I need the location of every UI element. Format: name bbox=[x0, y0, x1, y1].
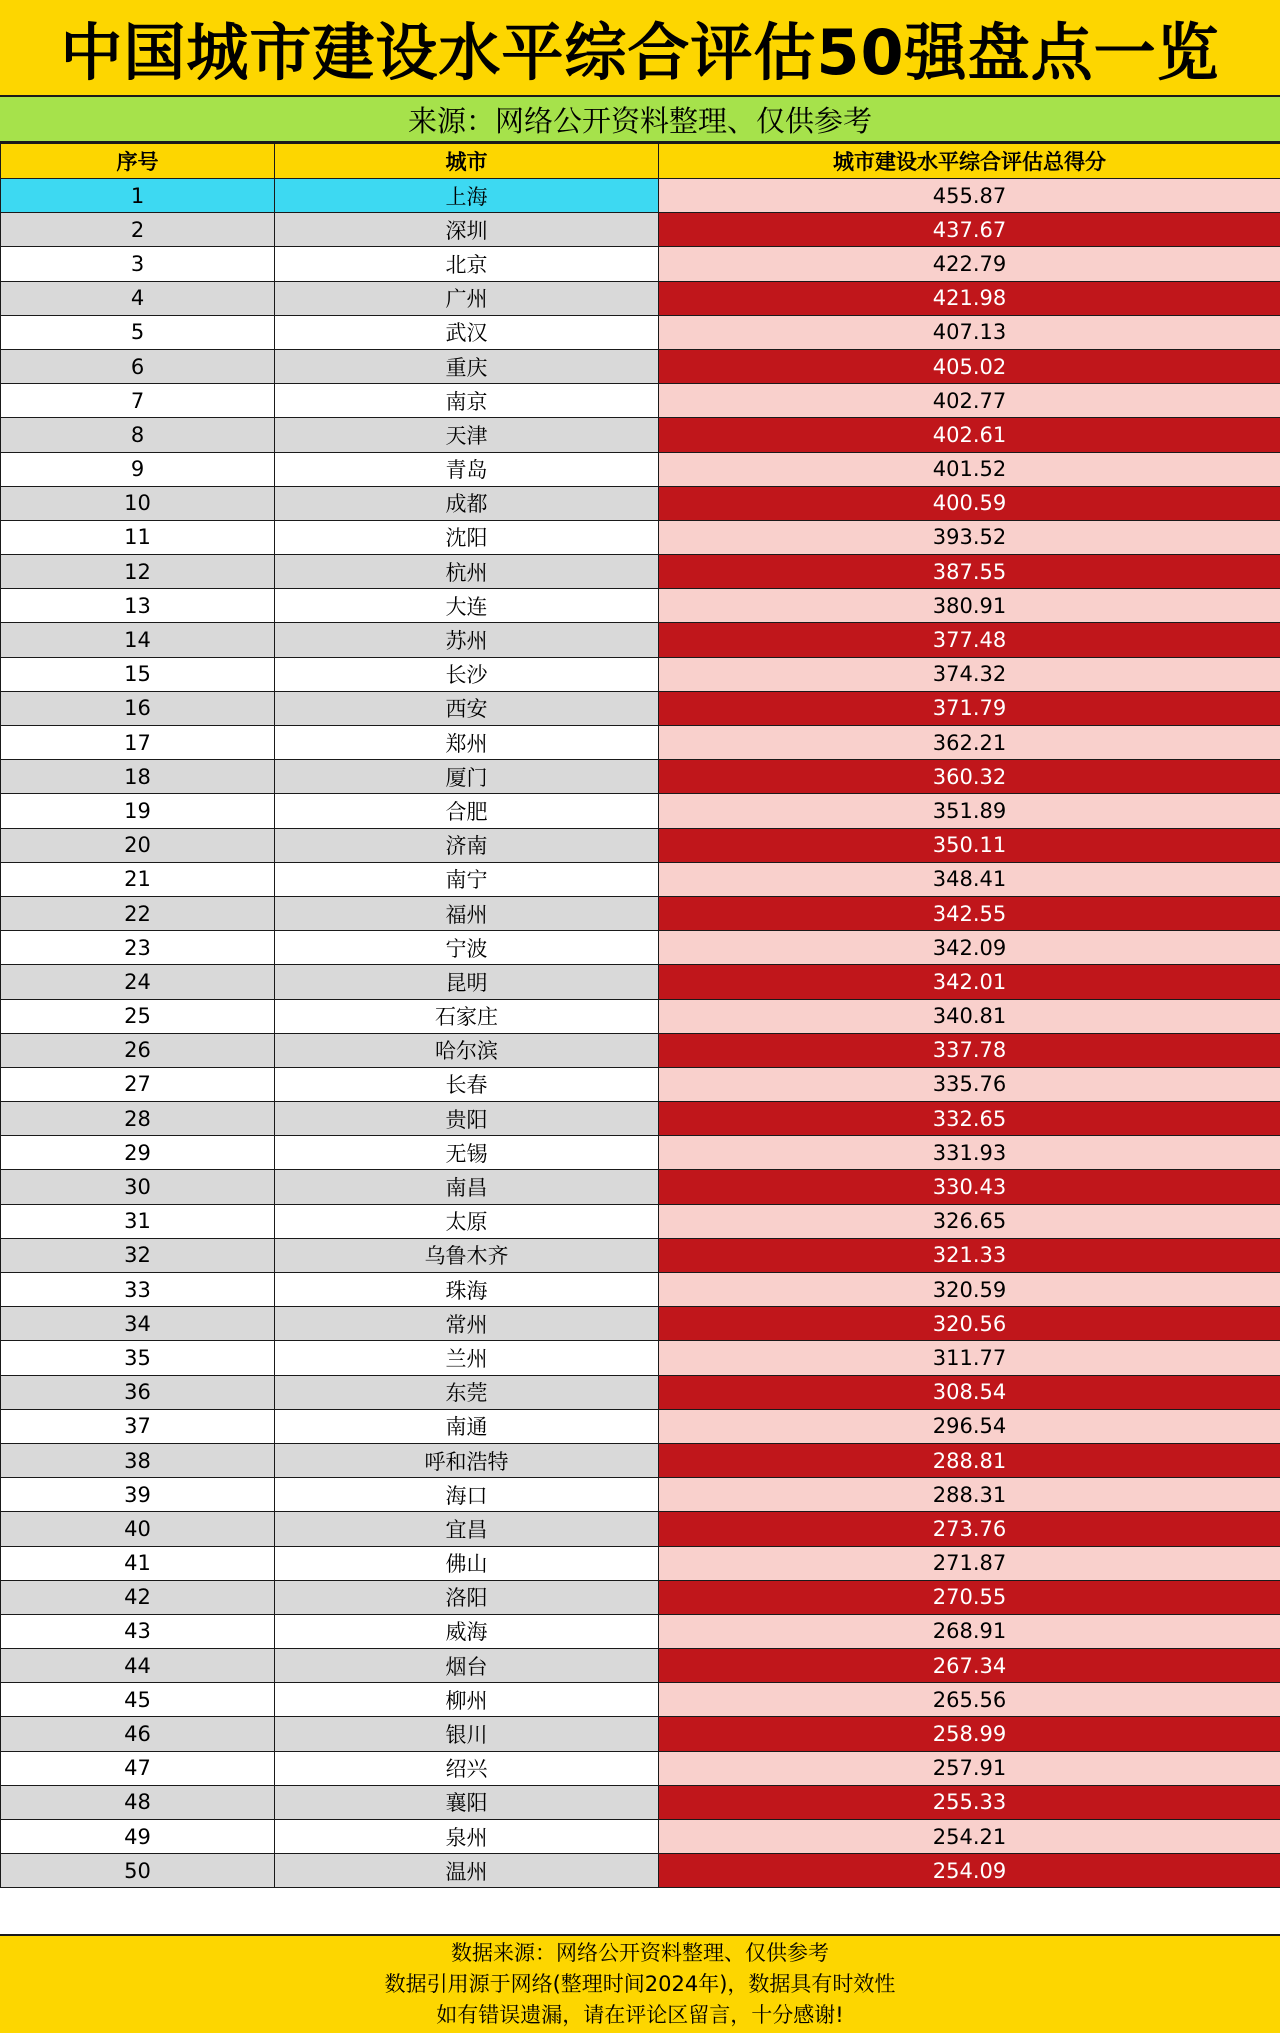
city-cell: 东莞 bbox=[275, 1375, 659, 1409]
score-cell: 405.02 bbox=[659, 349, 1280, 383]
rank-cell: 30 bbox=[1, 1170, 275, 1204]
city-cell: 北京 bbox=[275, 247, 659, 281]
rank-cell: 16 bbox=[1, 691, 275, 725]
city-cell: 佛山 bbox=[275, 1546, 659, 1580]
table-row bbox=[1, 896, 1280, 930]
score-cell: 330.43 bbox=[659, 1170, 1280, 1204]
score-cell: 351.89 bbox=[659, 794, 1280, 828]
rank-cell: 36 bbox=[1, 1375, 275, 1409]
city-cell: 济南 bbox=[275, 828, 659, 862]
rank-cell: 22 bbox=[1, 896, 275, 930]
city-cell: 武汉 bbox=[275, 315, 659, 349]
footer-line-2: 数据引用源于网络(整理时间2024年)，数据具有时效性 bbox=[384, 1972, 896, 1996]
score-cell: 342.55 bbox=[659, 896, 1280, 930]
score-cell: 387.55 bbox=[659, 555, 1280, 589]
city-cell: 深圳 bbox=[275, 213, 659, 247]
score-cell: 455.87 bbox=[659, 179, 1280, 213]
city-cell: 宁波 bbox=[275, 931, 659, 965]
footer-line-1: 数据来源：网络公开资料整理、仅供参考 bbox=[451, 1941, 829, 1965]
score-cell: 288.31 bbox=[659, 1478, 1280, 1512]
rank-cell: 46 bbox=[1, 1717, 275, 1751]
table-row bbox=[1, 726, 1280, 760]
table-row bbox=[1, 760, 1280, 794]
score-cell: 271.87 bbox=[659, 1546, 1280, 1580]
rank-cell: 3 bbox=[1, 247, 275, 281]
city-cell: 广州 bbox=[275, 281, 659, 315]
city-cell: 无锡 bbox=[275, 1136, 659, 1170]
score-cell: 332.65 bbox=[659, 1102, 1280, 1136]
table-row bbox=[1, 589, 1280, 623]
table-row bbox=[1, 281, 1280, 315]
rank-cell: 12 bbox=[1, 555, 275, 589]
table-row bbox=[1, 1307, 1280, 1341]
rank-cell: 21 bbox=[1, 862, 275, 896]
table-row bbox=[1, 179, 1280, 213]
city-cell: 厦门 bbox=[275, 760, 659, 794]
rank-cell: 42 bbox=[1, 1580, 275, 1614]
rank-cell: 23 bbox=[1, 931, 275, 965]
rank-cell: 17 bbox=[1, 726, 275, 760]
rank-cell: 7 bbox=[1, 384, 275, 418]
rank-cell: 6 bbox=[1, 349, 275, 383]
rank-cell: 32 bbox=[1, 1238, 275, 1272]
score-cell: 320.59 bbox=[659, 1273, 1280, 1307]
table-row bbox=[1, 1478, 1280, 1512]
score-cell: 270.55 bbox=[659, 1580, 1280, 1614]
table-header-row bbox=[1, 144, 1280, 179]
city-cell: 沈阳 bbox=[275, 520, 659, 554]
rank-cell: 38 bbox=[1, 1443, 275, 1477]
rank-cell: 40 bbox=[1, 1512, 275, 1546]
score-cell: 288.81 bbox=[659, 1443, 1280, 1477]
header-city: 城市 bbox=[275, 144, 659, 179]
table-row bbox=[1, 418, 1280, 452]
table-row bbox=[1, 1067, 1280, 1101]
table-row bbox=[1, 349, 1280, 383]
table-row bbox=[1, 1512, 1280, 1546]
city-cell: 长沙 bbox=[275, 657, 659, 691]
score-cell: 255.33 bbox=[659, 1785, 1280, 1819]
score-cell: 265.56 bbox=[659, 1683, 1280, 1717]
city-cell: 威海 bbox=[275, 1614, 659, 1648]
table-row bbox=[1, 1614, 1280, 1648]
score-cell: 402.77 bbox=[659, 384, 1280, 418]
table-row bbox=[1, 965, 1280, 999]
table-row bbox=[1, 657, 1280, 691]
table-row bbox=[1, 1375, 1280, 1409]
header-score: 城市建设水平综合评估总得分 bbox=[659, 144, 1280, 179]
score-cell: 335.76 bbox=[659, 1067, 1280, 1101]
table-row bbox=[1, 1649, 1280, 1683]
rank-cell: 34 bbox=[1, 1307, 275, 1341]
city-cell: 大连 bbox=[275, 589, 659, 623]
score-cell: 401.52 bbox=[659, 452, 1280, 486]
city-cell: 洛阳 bbox=[275, 1580, 659, 1614]
score-cell: 340.81 bbox=[659, 999, 1280, 1033]
score-cell: 254.09 bbox=[659, 1854, 1280, 1888]
header-rank: 序号 bbox=[1, 144, 275, 179]
rank-cell: 39 bbox=[1, 1478, 275, 1512]
table-row bbox=[1, 1546, 1280, 1580]
table-body bbox=[1, 179, 1280, 1888]
rank-cell: 9 bbox=[1, 452, 275, 486]
city-cell: 宜昌 bbox=[275, 1512, 659, 1546]
rank-cell: 11 bbox=[1, 520, 275, 554]
table-row bbox=[1, 1443, 1280, 1477]
rank-cell: 41 bbox=[1, 1546, 275, 1580]
city-cell: 贵阳 bbox=[275, 1102, 659, 1136]
table-row bbox=[1, 828, 1280, 862]
city-cell: 常州 bbox=[275, 1307, 659, 1341]
ranking-table bbox=[0, 143, 1280, 1888]
score-cell: 326.65 bbox=[659, 1204, 1280, 1238]
rank-cell: 24 bbox=[1, 965, 275, 999]
score-cell: 437.67 bbox=[659, 213, 1280, 247]
city-cell: 哈尔滨 bbox=[275, 1033, 659, 1067]
rank-cell: 35 bbox=[1, 1341, 275, 1375]
rank-cell: 4 bbox=[1, 281, 275, 315]
score-cell: 258.99 bbox=[659, 1717, 1280, 1751]
score-cell: 296.54 bbox=[659, 1409, 1280, 1443]
score-cell: 362.21 bbox=[659, 726, 1280, 760]
city-cell: 海口 bbox=[275, 1478, 659, 1512]
rank-cell: 43 bbox=[1, 1614, 275, 1648]
table-row bbox=[1, 1170, 1280, 1204]
score-cell: 254.21 bbox=[659, 1820, 1280, 1854]
city-cell: 成都 bbox=[275, 486, 659, 520]
table-row bbox=[1, 247, 1280, 281]
city-cell: 青岛 bbox=[275, 452, 659, 486]
score-cell: 331.93 bbox=[659, 1136, 1280, 1170]
table-row bbox=[1, 1341, 1280, 1375]
table-row bbox=[1, 623, 1280, 657]
rank-cell: 45 bbox=[1, 1683, 275, 1717]
table-row bbox=[1, 1751, 1280, 1785]
score-cell: 350.11 bbox=[659, 828, 1280, 862]
city-cell: 乌鲁木齐 bbox=[275, 1238, 659, 1272]
score-cell: 308.54 bbox=[659, 1375, 1280, 1409]
table-row bbox=[1, 1683, 1280, 1717]
score-cell: 257.91 bbox=[659, 1751, 1280, 1785]
rank-cell: 14 bbox=[1, 623, 275, 657]
rank-cell: 20 bbox=[1, 828, 275, 862]
footer bbox=[0, 1934, 1280, 2033]
table-row bbox=[1, 1102, 1280, 1136]
city-cell: 重庆 bbox=[275, 349, 659, 383]
table-row bbox=[1, 1409, 1280, 1443]
city-cell: 苏州 bbox=[275, 623, 659, 657]
city-cell: 石家庄 bbox=[275, 999, 659, 1033]
table-row bbox=[1, 931, 1280, 965]
table-row bbox=[1, 1854, 1280, 1888]
table-row bbox=[1, 384, 1280, 418]
city-cell: 襄阳 bbox=[275, 1785, 659, 1819]
score-cell: 337.78 bbox=[659, 1033, 1280, 1067]
rank-cell: 25 bbox=[1, 999, 275, 1033]
rank-cell: 8 bbox=[1, 418, 275, 452]
score-cell: 321.33 bbox=[659, 1238, 1280, 1272]
score-cell: 422.79 bbox=[659, 247, 1280, 281]
score-cell: 402.61 bbox=[659, 418, 1280, 452]
city-cell: 上海 bbox=[275, 179, 659, 213]
score-cell: 400.59 bbox=[659, 486, 1280, 520]
city-cell: 天津 bbox=[275, 418, 659, 452]
page-title: 中国城市建设水平综合评估50强盘点一览 bbox=[0, 0, 1280, 97]
score-cell: 407.13 bbox=[659, 315, 1280, 349]
rank-cell: 50 bbox=[1, 1854, 275, 1888]
rank-cell: 26 bbox=[1, 1033, 275, 1067]
city-cell: 烟台 bbox=[275, 1649, 659, 1683]
rank-cell: 18 bbox=[1, 760, 275, 794]
rank-cell: 37 bbox=[1, 1409, 275, 1443]
table-row bbox=[1, 1238, 1280, 1272]
rank-cell: 5 bbox=[1, 315, 275, 349]
city-cell: 杭州 bbox=[275, 555, 659, 589]
table-row bbox=[1, 1785, 1280, 1819]
table-row bbox=[1, 1273, 1280, 1307]
table-row bbox=[1, 862, 1280, 896]
table-row bbox=[1, 1136, 1280, 1170]
table-row bbox=[1, 486, 1280, 520]
city-cell: 南昌 bbox=[275, 1170, 659, 1204]
rank-cell: 31 bbox=[1, 1204, 275, 1238]
table-row bbox=[1, 555, 1280, 589]
table-row bbox=[1, 1717, 1280, 1751]
table-row bbox=[1, 691, 1280, 725]
table-row bbox=[1, 1033, 1280, 1067]
rank-cell: 49 bbox=[1, 1820, 275, 1854]
score-cell: 342.09 bbox=[659, 931, 1280, 965]
score-cell: 342.01 bbox=[659, 965, 1280, 999]
rank-cell: 28 bbox=[1, 1102, 275, 1136]
rank-cell: 44 bbox=[1, 1649, 275, 1683]
score-cell: 377.48 bbox=[659, 623, 1280, 657]
rank-cell: 27 bbox=[1, 1067, 275, 1101]
rank-cell: 2 bbox=[1, 213, 275, 247]
city-cell: 银川 bbox=[275, 1717, 659, 1751]
rank-cell: 15 bbox=[1, 657, 275, 691]
rank-cell: 47 bbox=[1, 1751, 275, 1785]
score-cell: 393.52 bbox=[659, 520, 1280, 554]
city-cell: 合肥 bbox=[275, 794, 659, 828]
table-row bbox=[1, 452, 1280, 486]
city-cell: 呼和浩特 bbox=[275, 1443, 659, 1477]
score-cell: 311.77 bbox=[659, 1341, 1280, 1375]
table-row bbox=[1, 1580, 1280, 1614]
rank-cell: 13 bbox=[1, 589, 275, 623]
city-cell: 南通 bbox=[275, 1409, 659, 1443]
rank-cell: 1 bbox=[1, 179, 275, 213]
score-cell: 371.79 bbox=[659, 691, 1280, 725]
table-row bbox=[1, 1820, 1280, 1854]
city-cell: 温州 bbox=[275, 1854, 659, 1888]
city-cell: 兰州 bbox=[275, 1341, 659, 1375]
rank-cell: 33 bbox=[1, 1273, 275, 1307]
city-cell: 柳州 bbox=[275, 1683, 659, 1717]
table-row bbox=[1, 315, 1280, 349]
score-cell: 320.56 bbox=[659, 1307, 1280, 1341]
score-cell: 348.41 bbox=[659, 862, 1280, 896]
city-cell: 珠海 bbox=[275, 1273, 659, 1307]
score-cell: 360.32 bbox=[659, 760, 1280, 794]
source-banner: 来源：网络公开资料整理、仅供参考 bbox=[0, 97, 1280, 143]
city-cell: 郑州 bbox=[275, 726, 659, 760]
city-cell: 西安 bbox=[275, 691, 659, 725]
score-cell: 421.98 bbox=[659, 281, 1280, 315]
city-cell: 南京 bbox=[275, 384, 659, 418]
score-cell: 268.91 bbox=[659, 1614, 1280, 1648]
city-cell: 太原 bbox=[275, 1204, 659, 1238]
score-cell: 273.76 bbox=[659, 1512, 1280, 1546]
score-cell: 267.34 bbox=[659, 1649, 1280, 1683]
city-cell: 昆明 bbox=[275, 965, 659, 999]
score-cell: 380.91 bbox=[659, 589, 1280, 623]
rank-cell: 19 bbox=[1, 794, 275, 828]
table-row bbox=[1, 520, 1280, 554]
footer-line-3: 如有错误遗漏，请在评论区留言，十分感谢! bbox=[436, 2003, 844, 2027]
rank-cell: 29 bbox=[1, 1136, 275, 1170]
city-cell: 泉州 bbox=[275, 1820, 659, 1854]
city-cell: 绍兴 bbox=[275, 1751, 659, 1785]
rank-cell: 10 bbox=[1, 486, 275, 520]
table-row bbox=[1, 1204, 1280, 1238]
rank-cell: 48 bbox=[1, 1785, 275, 1819]
table-row bbox=[1, 999, 1280, 1033]
city-cell: 南宁 bbox=[275, 862, 659, 896]
score-cell: 374.32 bbox=[659, 657, 1280, 691]
city-cell: 长春 bbox=[275, 1067, 659, 1101]
city-cell: 福州 bbox=[275, 896, 659, 930]
table-row bbox=[1, 213, 1280, 247]
table-row bbox=[1, 794, 1280, 828]
